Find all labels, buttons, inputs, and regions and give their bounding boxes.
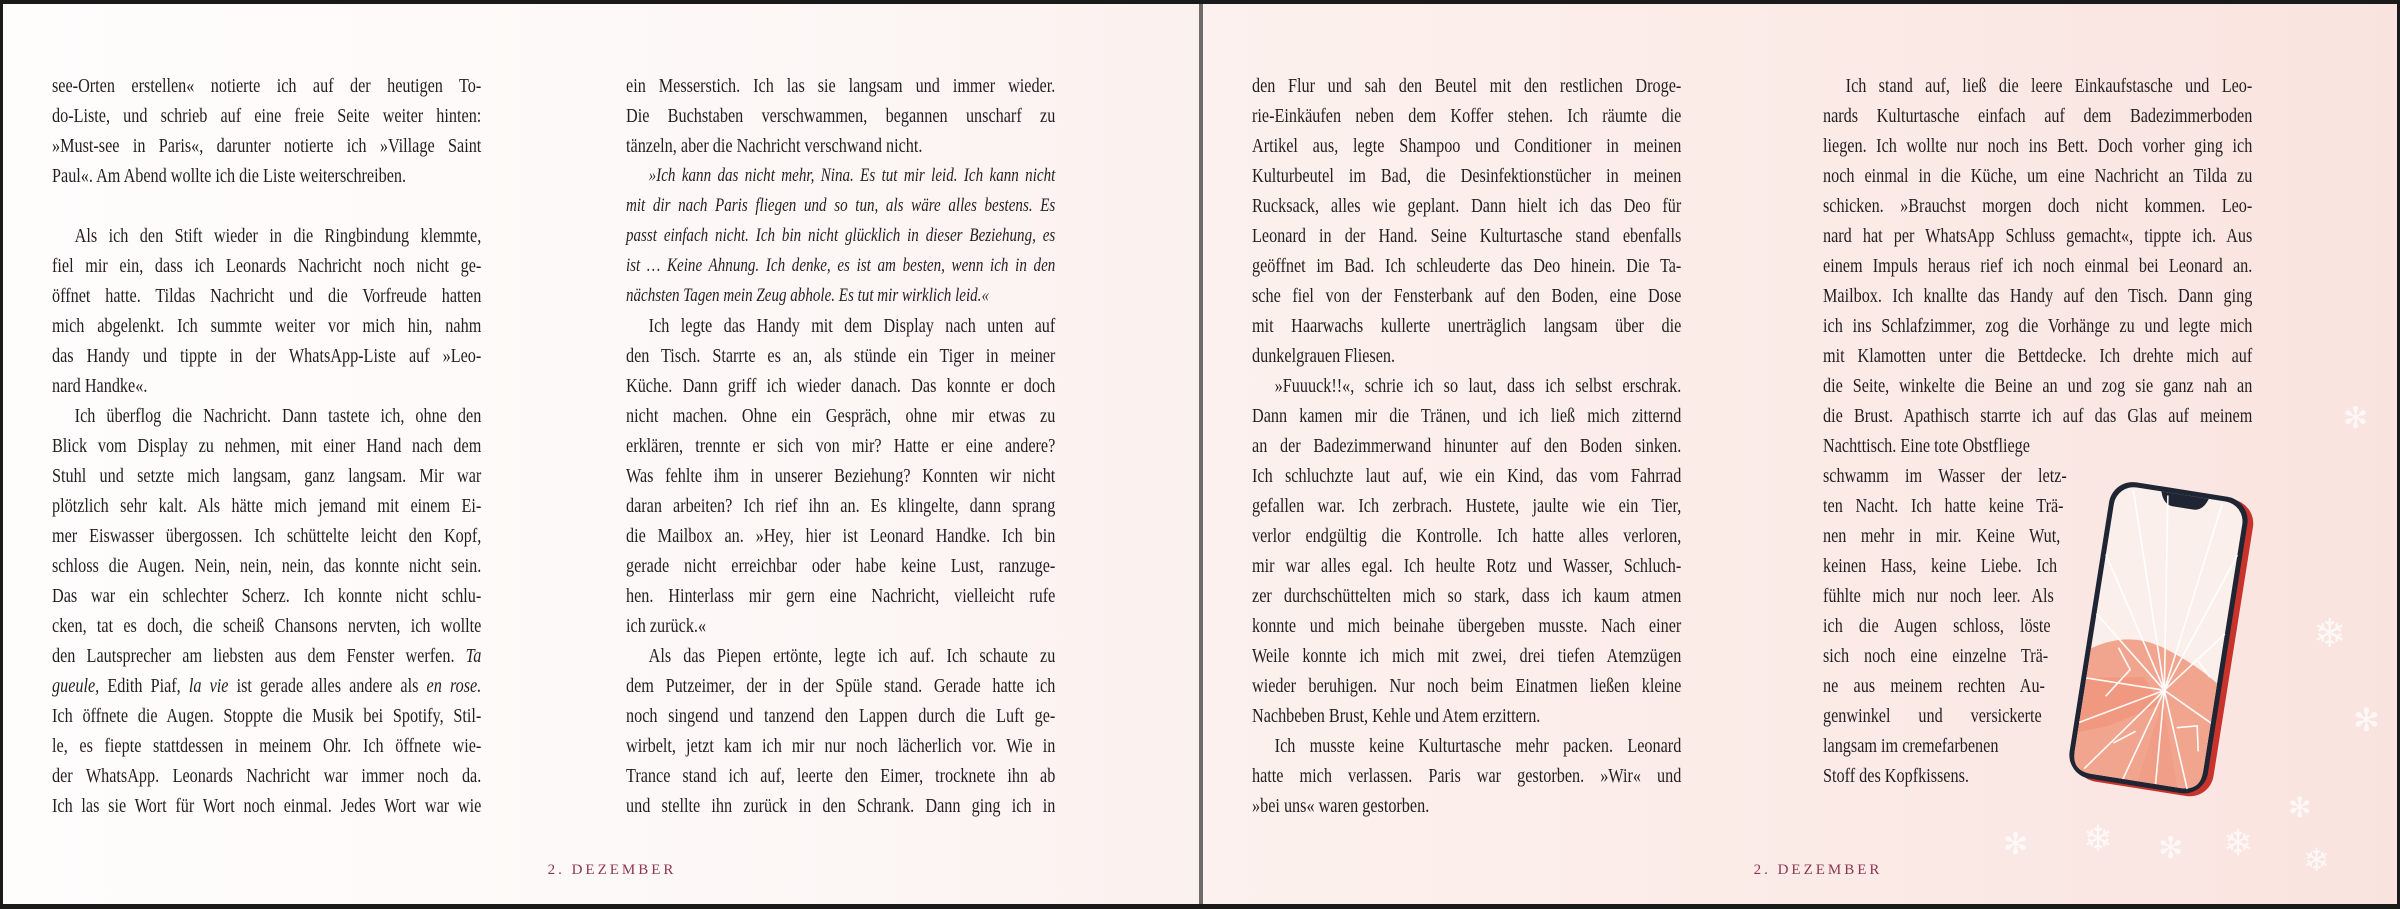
snowflake-icon: ❄ — [2083, 819, 2114, 860]
text-segment: Edith Piaf, — [99, 675, 189, 697]
text-line: Stuhl und setzte mich langsam, ganz langsam. Mir war — [52, 465, 482, 487]
text-segment: den Lautsprecher am liebsten aus dem Fenster werfen. — [52, 645, 466, 667]
text-line: wirbelt, jetzt kam ich mir nur noch lächerlich vor. Wie in — [626, 735, 1056, 757]
text-line: Dann kamen mir die Tränen, und ich ließ mich zitternd — [1252, 405, 1682, 427]
text-line: ne aus meinem rechten Au- — [1823, 675, 2045, 697]
text-column-3 — [1252, 71, 1782, 821]
snowflake-icon: ❄ — [2303, 841, 2330, 879]
text-line: »Fuuuck!!«, schrie ich so laut, dass ich selbst erschrak. — [1274, 375, 1682, 397]
text-line: mich abgelenkt. Ich summte weiter vor mich hin, nahm — [52, 315, 482, 337]
text-line: do-Liste, und schrieb auf eine freie Seite weiter hinten: — [52, 105, 482, 127]
text-line: wieder beruhigen. Nur noch beim Einatmen ließen kleine — [1252, 675, 1682, 697]
text-line: keinen Hass, keine Liebe. Ich — [1823, 555, 2058, 577]
text-line: und stellte ihn zurück in den Schrank. Dann ging ich in — [626, 795, 1056, 817]
text-line: Artikel aus, legte Shampoo und Conditioner in meinen — [1252, 135, 1682, 157]
text-line: nicht machen. Ohne ein Gespräch, ohne mir etwas zu — [626, 405, 1056, 427]
text-column-1 — [52, 71, 582, 821]
text-line: sich noch eine einzelne Trä- — [1823, 645, 2049, 667]
text-segment: ist gerade alles andere als — [228, 675, 427, 697]
text-line: fiel mir ein, dass ich Leonards Nachricht noch nicht ge- — [52, 255, 482, 277]
text-line: erklären, trennte er sich von mir? Hatte er eine andere? — [626, 435, 1056, 457]
text-line: »Must-see in Paris«, darunter notierte ich »Village Saint — [52, 135, 482, 157]
text-line: ten Nacht. Ich hatte keine Trä- — [1823, 495, 2064, 517]
text-line: Trance stand ich auf, leerte den Eimer, trocknete ihn ab — [626, 765, 1056, 787]
text-line: daran arbeiten? Ich rief ihn an. Es klingelte, dann sprang — [626, 495, 1056, 517]
text-line: ist … Keine Ahnung. Ich denke, es ist am besten, wenn ich in den — [626, 255, 1056, 276]
text-column-2 — [626, 71, 1156, 821]
text-line: ich die Augen schloss, löste — [1823, 615, 2051, 637]
snowflake-icon: ✻ — [2288, 791, 2312, 824]
italic-text: en rose. — [426, 675, 482, 697]
text-line: Ich stand auf, ließ die leere Einkaufstasche und Leo- — [1845, 75, 2253, 97]
text-line — [52, 641, 481, 671]
text-line: mit dir nach Paris fliegen und so tun, als wäre alles bestens. Es — [626, 195, 1056, 216]
text-line: der WhatsApp. Leonards Nachricht war immer noch da. — [52, 765, 482, 787]
text-line: Ich überflog die Nachricht. Dann tastete ich, ohne den — [74, 405, 482, 427]
text-line: hatte mich verlassen. Paris war gestorben. »Wir« und — [1252, 765, 1682, 787]
text-line: öffnet hatte. Tildas Nachricht und die Vorfreude hatten — [52, 285, 482, 307]
text-line: Nachttisch. Eine tote Obstfliege — [1823, 435, 2030, 457]
snowflake-icon: ✻ — [2003, 827, 2029, 862]
snowflake-icon: ✻ — [2158, 831, 2184, 866]
text-line: gerade nicht erreichbar oder habe keine Lust, ranzuge- — [626, 555, 1056, 577]
text-line: genwinkel und versickerte — [1823, 705, 2042, 727]
text-line: schwamm im Wasser der letz- — [1823, 465, 2067, 487]
text-line: »bei uns« waren gestorben. — [1252, 795, 1430, 817]
text-line — [52, 671, 481, 701]
text-line: Das war ein schlechter Scherz. Ich konnte nicht schlu- — [52, 585, 482, 607]
text-line: cken, tat es doch, die scheiß Chansons nervten, ich wollte — [52, 615, 482, 637]
text-line: nard Handke«. — [52, 375, 148, 397]
text-line: Ich legte das Handy mit dem Display nach unten auf — [648, 315, 1056, 337]
text-line: ich ins Schlafzimmer, zog die Vorhänge zu und legte mich — [1823, 315, 2253, 337]
text-line: Mailbox. Ich knallte das Handy auf den Tisch. Dann ging — [1823, 285, 2253, 307]
text-line: Kulturbeutel im Bad, die Desinfektionstücher in meinen — [1252, 165, 1682, 187]
text-line: Die Buchstaben verschwammen, begannen unscharf zu — [626, 105, 1056, 127]
text-line: Rucksack, alles wie geplant. Dann hielt ich das Deo für — [1252, 195, 1682, 217]
text-line: langsam im cremefarbenen — [1823, 735, 1999, 757]
text-line: die Brust. Apathisch starrte ich auf das Glas auf meinem — [1823, 405, 2253, 427]
text-line: Ich las sie Wort für Wort noch einmal. Jedes Wort war wie — [52, 795, 482, 817]
text-line: noch singend und tanzend den Lappen durch die Luft ge- — [626, 705, 1056, 727]
text-line: zer durchschüttelten mich so stark, dass ich kaum atmen — [1252, 585, 1682, 607]
cracked-smartphone-icon — [2060, 474, 2260, 809]
text-line: den Tisch. Starrte es an, als stünde ein Tiger in meiner — [626, 345, 1056, 367]
italic-text: gueule, — [52, 675, 100, 697]
text-line: nards Kulturtasche einfach auf dem Badezimmerboden — [1823, 105, 2253, 127]
snowflake-icon: ❄ — [2313, 611, 2347, 657]
italic-text: la vie — [188, 675, 229, 697]
text-line: mer Eiswasser übergossen. Ich schüttelte leicht den Kopf, — [52, 525, 482, 547]
text-line: noch einmal in die Küche, um eine Nachricht an Tilda zu — [1823, 165, 2253, 187]
text-line: das Handy und tippte in der WhatsApp-Liste auf »Leo- — [52, 345, 482, 367]
page-footer-date: 2. DEZEMBER — [547, 862, 677, 878]
text-line: »Ich kann das nicht mehr, Nina. Es tut mir leid. Ich kann nicht — [648, 165, 1056, 186]
snowflake-icon: ✻ — [2343, 401, 2369, 436]
text-line: Leonard in der Hand. Seine Kulturtasche stand ebenfalls — [1252, 225, 1682, 247]
text-line: Ich öffnete die Augen. Stoppte die Musik bei Spotify, Stil- — [52, 705, 482, 727]
text-line: einem Impuls heraus rief ich noch einmal bei Leonard an. — [1823, 255, 2253, 277]
text-line: see-Orten erstellen« notierte ich auf der heutigen To- — [52, 75, 482, 97]
text-line: Stoff des Kopfkissens. — [1823, 765, 1969, 787]
text-line: Als ich den Stift wieder in die Ringbindung klemmte, — [74, 225, 482, 247]
text-line: liegen. Ich wollte nur noch ins Bett. Doch vorher ging ich — [1823, 135, 2253, 157]
text-line: an der Badezimmerwand hinunter auf den Boden sinken. — [1252, 435, 1682, 457]
text-line: schicken. »Brauchst morgen doch nicht kommen. Leo- — [1823, 195, 2253, 217]
text-line: ich zurück.« — [626, 615, 707, 637]
text-line: nächsten Tagen mein Zeug abhole. Es tut mir wirklich leid.« — [626, 285, 989, 306]
text-line: dunkelgrauen Fliesen. — [1252, 345, 1396, 367]
text-line: mit Klamotten unter die Bettdecke. Ich drehte mich auf — [1823, 345, 2253, 367]
text-line: Blick vom Display zu nehmen, mit einer Hand nach dem — [52, 435, 482, 457]
text-line: gefallen war. Ich zerbrach. Hustete, jaulte wie ein Tier, — [1252, 495, 1682, 517]
text-line: Ich musste keine Kulturtasche mehr packen. Leonard — [1274, 735, 1682, 757]
text-line: nard hat per WhatsApp Schluss gemacht«, tippte ich. Aus — [1823, 225, 2253, 247]
text-line: rie-Einkäufen neben dem Koffer stehen. Ich räumte die — [1252, 105, 1682, 127]
text-line: die Mailbox an. »Hey, hier ist Leonard Handke. Ich bin — [626, 525, 1056, 547]
text-line: Als das Piepen ertönte, legte ich auf. Ich schaute zu — [648, 645, 1056, 667]
left-page — [3, 4, 1199, 904]
snowflake-icon: ❄ — [2223, 823, 2254, 864]
text-line: hen. Hinterlass mir gern eine Nachricht, vielleicht rufe — [626, 585, 1056, 607]
text-line: Küche. Dann griff ich wieder danach. Das konnte er doch — [626, 375, 1056, 397]
text-line: nen mehr in mir. Keine Wut, — [1823, 525, 2061, 547]
text-line: geöffnet im Bad. Ich schleuderte das Deo hinein. Die Ta- — [1252, 255, 1682, 277]
text-line: schloss die Augen. Nein, nein, nein, das konnte nicht sein. — [52, 555, 482, 577]
italic-text: Ta — [465, 645, 482, 667]
text-line: passt einfach nicht. Ich bin nicht glücklich in dieser Beziehung, es — [626, 225, 1056, 246]
text-line: dem Putzeimer, der in der Spüle stand. Gerade hatte ich — [626, 675, 1056, 697]
text-line: konnte und mich beinahe übergeben musste. Nach einer — [1252, 615, 1682, 637]
text-line: mir war alles egal. Ich heulte Rotz und Wasser, Schluch- — [1252, 555, 1682, 577]
text-line: den Flur und sah den Beutel mit den restlichen Droge- — [1252, 75, 1682, 97]
text-line: plötzlich sehr kalt. Als hätte mich jemand mit einem Ei- — [52, 495, 482, 517]
text-line: die Seite, winkelte die Beine an und zog sie ganz nah an — [1823, 375, 2253, 397]
text-line: Ich schluchzte laut auf, wie ein Kind, das vom Fahrrad — [1252, 465, 1682, 487]
text-line: Was fehlte ihm in unserer Beziehung? Konnten wir nicht — [626, 465, 1056, 487]
text-line: fühlte mich nur noch leer. Als — [1823, 585, 2054, 607]
snowflake-icon: ✻ — [2353, 701, 2380, 739]
text-line: ein Messerstich. Ich las sie langsam und immer wieder. — [626, 75, 1056, 97]
text-line: Nachbeben Brust, Kehle und Atem erzittern. — [1252, 705, 1541, 727]
text-line: Paul«. Am Abend wollte ich die Liste weiterschreiben. — [52, 165, 407, 187]
text-line: tänzeln, aber die Nachricht verschwand nicht. — [626, 135, 923, 157]
text-line: sche fiel von der Fensterbank auf den Boden, eine Dose — [1252, 285, 1682, 307]
book-spread — [3, 4, 2397, 904]
text-line: le, es fiepte stattdessen in meinem Ohr. Ich öffnete wie- — [52, 735, 482, 757]
page-footer-date: 2. DEZEMBER — [1753, 862, 1883, 878]
text-line: mit Haarwachs kullerte unerträglich langsam über die — [1252, 315, 1682, 337]
text-line: verlor endgültig die Kontrolle. Ich hatte alles verloren, — [1252, 525, 1682, 547]
text-line: Weile konnte ich mich mit zwei, drei tiefen Atemzügen — [1252, 645, 1682, 667]
